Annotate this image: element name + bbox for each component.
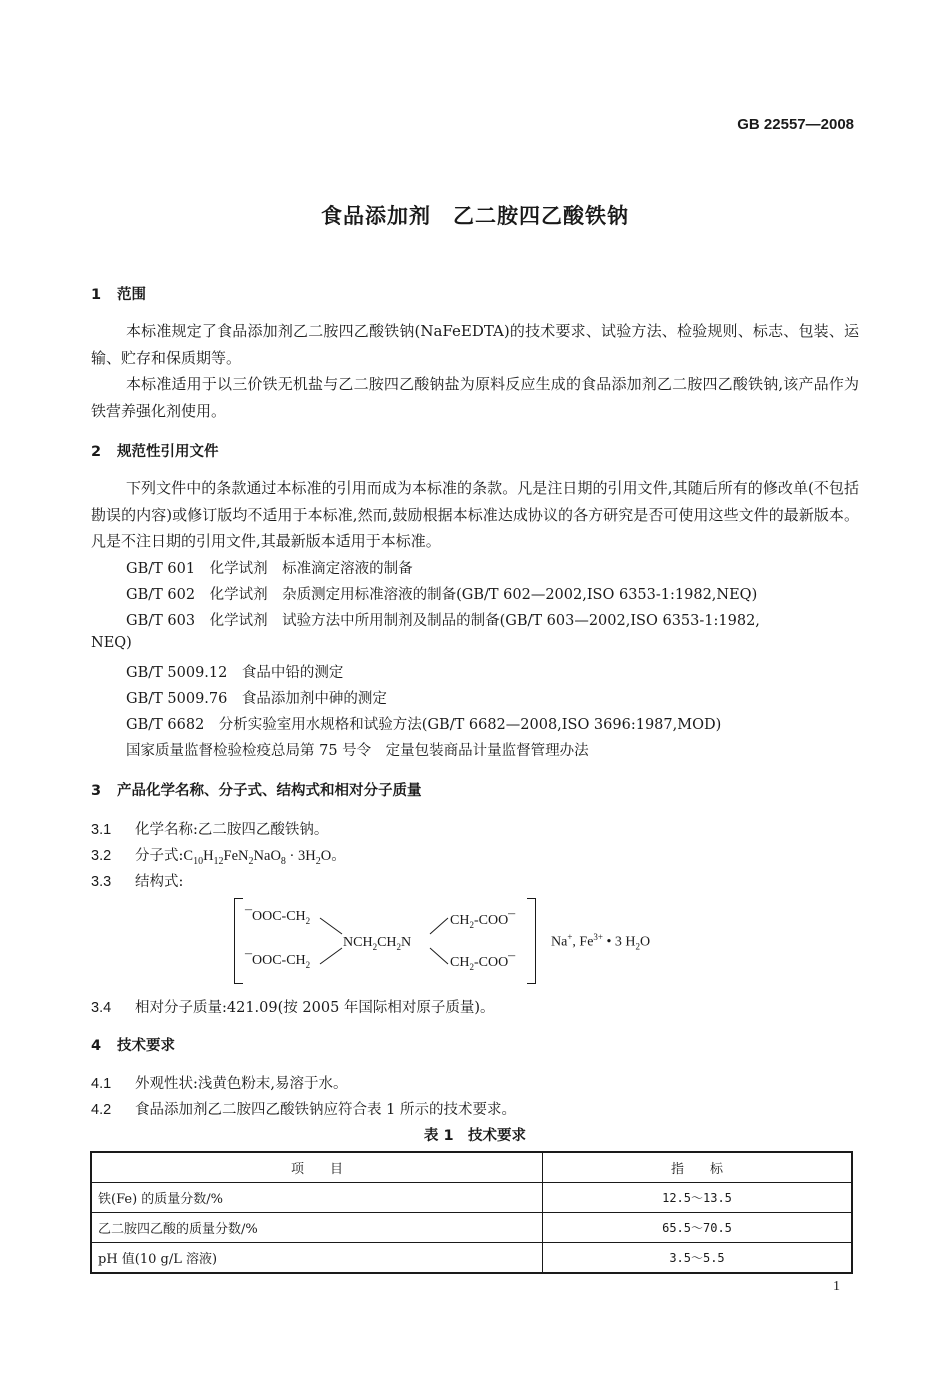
section-2-heading <box>91 440 219 461</box>
structure-label: 结构式: <box>135 874 184 890</box>
reference-item: GB/T 603 化学试剂 试验方法中所用制剂及制品的制备(GB/T 603—2002,ISO 6353-1:1982, <box>126 613 760 629</box>
table-cell-item: pH 值(10 g/L 溶液) <box>91 1243 543 1274</box>
reference-item: GB/T 602 化学试剂 杂质测定用标准溶液的制备(GB/T 602—2002,ISO 6353-1:1982,NEQ) <box>126 587 758 603</box>
section-3-heading <box>91 779 422 800</box>
table-row <box>91 1213 852 1243</box>
bond-lines <box>318 912 458 972</box>
section-title: 范围 <box>117 287 146 303</box>
standard-number: GB 22557—2008 <box>737 116 854 133</box>
section-number: 3 <box>91 783 102 799</box>
page-number: 1 <box>833 1279 840 1294</box>
column-header-value: 指 标 <box>543 1152 853 1183</box>
left-bracket <box>234 898 243 984</box>
scope-paragraph-1: 本标准规定了食品添加剂乙二胺四乙酸铁钠(NaFeEDTA)的技术要求、试验方法、检验规则、标志、包装、运输、贮存和保质期等。 <box>91 322 859 367</box>
ethylenediamine-core: $NCH_2CH_2N$ <box>343 935 412 952</box>
clause-number: 3.3 <box>91 874 112 890</box>
carboxymethyl-bottom-right: $CH_2-COO¯$ <box>450 955 516 972</box>
table-cell-value: 65.5～70.5 <box>543 1213 853 1243</box>
document-title: 食品添加剂 乙二胺四乙酸铁钠 <box>321 204 629 228</box>
reference-item: GB/T 601 化学试剂 标准滴定溶液的制备 <box>126 561 413 577</box>
appearance-text: 外观性状:浅黄色粉末,易溶于水。 <box>135 1076 348 1092</box>
molecular-mass: 相对分子质量:421.09(按 2005 年国际相对原子质量)。 <box>135 1000 495 1016</box>
reference-item: GB/T 5009.76 食品添加剂中砷的测定 <box>126 691 387 707</box>
chemical-name: 化学名称:乙二胺四乙酸铁钠。 <box>135 822 329 838</box>
molecular-formula: $C_{10}H_{12}FeN_2NaO_8 \cdot 3H_2O$。 <box>183 848 346 867</box>
reference-item: GB/T 6682 分析实验室用水规格和试验方法(GB/T 6682—2008,ISO 3696:1987,MOD) <box>126 717 722 733</box>
section-number: 2 <box>91 444 102 460</box>
carboxymethyl-bottom-left: $¯OOC-CH_2$ <box>245 953 311 970</box>
formula-label: 分子式: <box>135 848 184 864</box>
clause-number: 3.1 <box>91 822 112 838</box>
table-row <box>91 1243 852 1274</box>
requirements-text: 食品添加剂乙二胺四乙酸铁钠应符合表 1 所示的技术要求。 <box>135 1102 516 1118</box>
clause-4-1 <box>91 1072 348 1093</box>
clause-3-2 <box>91 844 346 867</box>
reference-item-continuation: NEQ) <box>91 635 132 651</box>
clause-number: 3.2 <box>91 848 112 864</box>
section-number: 1 <box>91 287 102 303</box>
technical-requirements-table <box>90 1151 853 1274</box>
carboxymethyl-top-left: $¯OOC-CH_2$ <box>245 909 311 926</box>
references-intro-paragraph: 下列文件中的条款通过本标准的引用而成为本标准的条款。凡是注日期的引用文件,其随后所有的修改单(不包括勘误的内容)或修订版均不适用于本标准,然而,鼓励根据本标准达成协议的各方研究是否可使用这些文件的最新版本。凡是不注日期的引用文件,其最新版本适用于本标准。 <box>91 479 859 550</box>
table-cell-item: 乙二胺四乙酸的质量分数/% <box>91 1213 543 1243</box>
table-cell-item: 铁(Fe) 的质量分数/% <box>91 1183 543 1213</box>
right-bracket <box>527 898 536 984</box>
table-cell-value: 3.5～5.5 <box>543 1243 853 1274</box>
clause-3-4 <box>91 996 495 1017</box>
clause-4-2 <box>91 1098 516 1119</box>
section-title: 产品化学名称、分子式、结构式和相对分子质量 <box>117 783 422 799</box>
counter-ions: Na+, $Fe^{3+}$ • 3 $H_2O$ <box>551 932 651 952</box>
table-row <box>91 1183 852 1213</box>
clause-3-3 <box>91 870 183 891</box>
scope-paragraph-2: 本标准适用于以三价铁无机盐与乙二胺四乙酸钠盐为原料反应生成的食品添加剂乙二胺四乙酸铁钠,该产品作为铁营养强化剂使用。 <box>91 375 859 420</box>
table-header-row <box>91 1152 852 1183</box>
reference-item: 国家质量监督检验检疫总局第 75 号令 定量包装商品计量监督管理办法 <box>126 743 589 759</box>
carboxymethyl-top-right: $CH_2-COO¯$ <box>450 913 516 930</box>
column-header-item: 项 目 <box>91 1152 543 1183</box>
table-cell-value: 12.5～13.5 <box>543 1183 853 1213</box>
table-caption: 表 1 技术要求 <box>423 1128 527 1144</box>
clause-number: 4.2 <box>91 1102 112 1118</box>
clause-number: 4.1 <box>91 1076 112 1092</box>
section-number: 4 <box>91 1038 102 1054</box>
clause-3-1 <box>91 818 328 839</box>
section-title: 技术要求 <box>117 1038 175 1054</box>
section-4-heading <box>91 1034 175 1055</box>
clause-number: 3.4 <box>91 1000 112 1016</box>
section-title: 规范性引用文件 <box>117 444 219 460</box>
section-1-heading <box>91 283 146 304</box>
reference-item: GB/T 5009.12 食品中铅的测定 <box>126 665 344 681</box>
